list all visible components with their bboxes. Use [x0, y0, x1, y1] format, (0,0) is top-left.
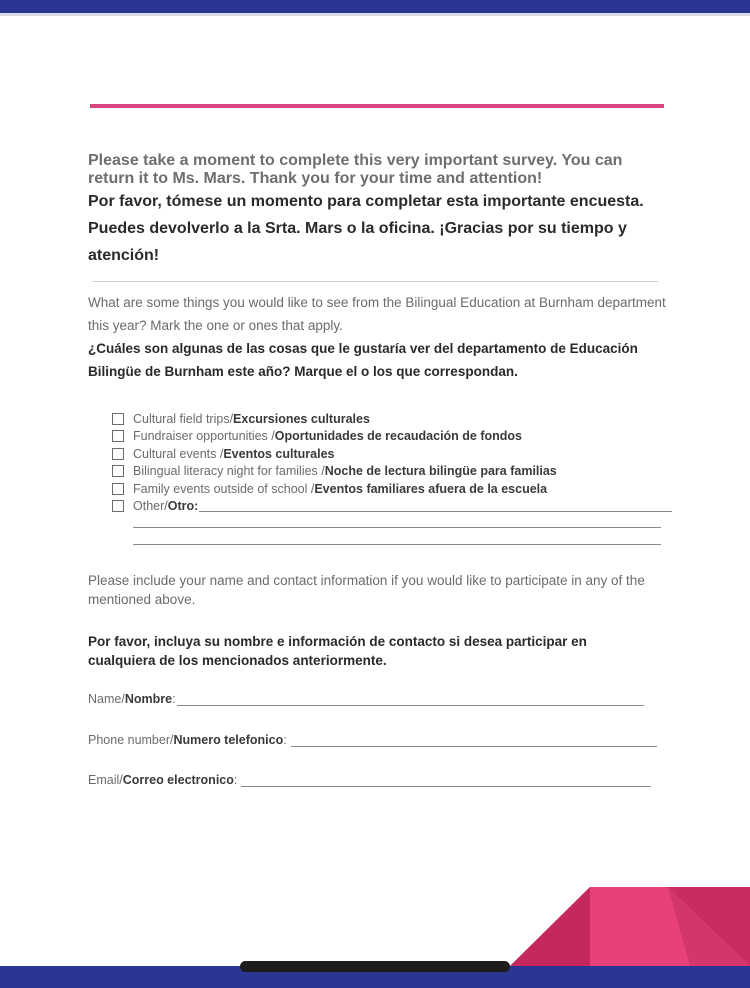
intro-spanish: Por favor, tómese un momento para completar esta importante encuesta. Puedes devolverlo a la Srta. Mars o la oficina. ¡Gracias por su tiempo y atención! — [88, 193, 644, 264]
option-label-es: Otro: — [167, 499, 199, 514]
option-label-es: Noche de lectura bilingüe para familias — [324, 464, 557, 479]
name-label-en: Name/ — [88, 692, 125, 706]
option-label-es: Eventos familiares afuera de la escuela — [314, 481, 548, 496]
intro-english: Please take a moment to complete this very important survey. You can return it to Ms. Mars. Thank you for your time and attention! — [88, 152, 623, 187]
option-label-en: Bilingual literacy night for families / — [133, 464, 325, 479]
option-label-en: Family events outside of school / — [133, 481, 315, 496]
phone-label-suffix: : — [283, 733, 287, 747]
option-label-es: Eventos culturales — [223, 446, 335, 461]
corner-magenta-left — [510, 887, 590, 966]
question-spanish: ¿Cuáles son algunas de las cosas que le gustaría ver del departamento de Educación Bilingüe de Burnham este año? Marque el o los que correspondan. — [88, 341, 638, 379]
option-label-en: Cultural events / — [133, 446, 224, 461]
home-indicator[interactable] — [240, 961, 510, 972]
question-english: What are some things you would like to see from the Bilingual Education at Burnham department this year? Mark the one or ones that apply. — [88, 295, 666, 333]
option-label-en: Other/ — [133, 499, 168, 514]
phone-label-es: Numero telefonico — [173, 733, 284, 747]
email-label-en: Email/ — [88, 773, 123, 787]
option-label-es: Oportunidades de recaudación de fondos — [274, 429, 523, 444]
phone-label-en: Phone number/ — [88, 733, 174, 747]
option-label-es: Excursiones culturales — [233, 411, 370, 426]
option-label-en: Fundraiser opportunities / — [133, 429, 275, 444]
email-label-suffix: : — [233, 773, 238, 787]
name-label-es: Nombre — [124, 692, 173, 706]
name-label-suffix: : — [172, 692, 176, 706]
contact-spanish: Por favor, incluya su nombre e información de contacto si desea participar en cualquiera de los mencionados anteriormente. — [88, 634, 587, 668]
option-label-en: Cultural field trips/ — [133, 411, 234, 426]
contact-english: Please include your name and contact information if you would like to participate in any of the mentioned above. — [88, 573, 645, 607]
email-label-es: Correo electronico — [122, 773, 234, 787]
